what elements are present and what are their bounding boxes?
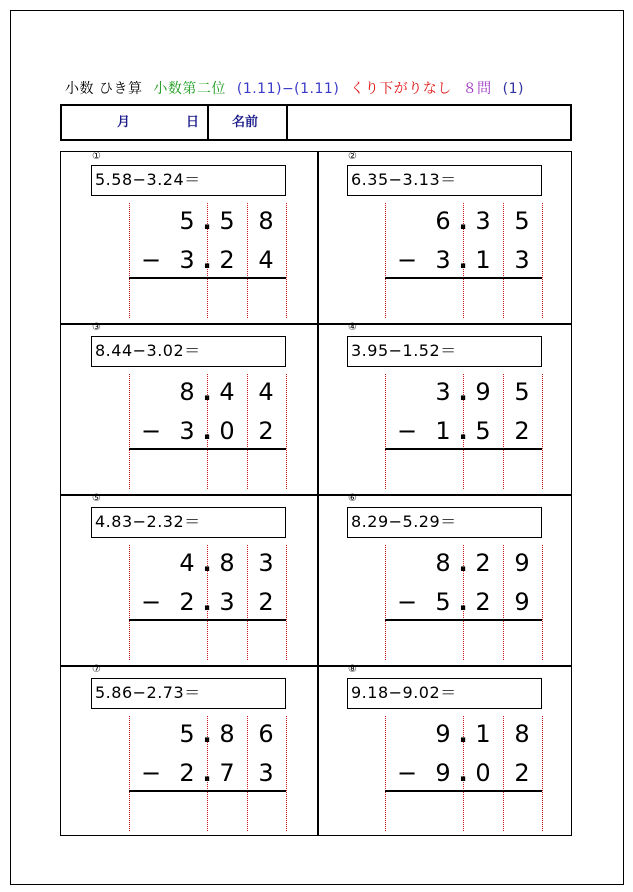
answer-line xyxy=(129,619,286,621)
name-date-table xyxy=(60,104,572,141)
table-divider xyxy=(286,106,288,139)
subtrahend-digit: 2 xyxy=(219,246,235,274)
subtrahend-digit: 9 xyxy=(435,759,451,787)
subtrahend-digit: 1 xyxy=(475,246,491,274)
title-condition: くり下がりなし xyxy=(350,81,452,97)
column-guide-line xyxy=(129,203,130,318)
decimal-point: . xyxy=(458,720,468,748)
minuend-digit: 3 xyxy=(435,378,451,406)
column-guide-line xyxy=(542,716,543,831)
subtrahend-digit: 3 xyxy=(219,588,235,616)
problem-expression: 5.86−2.73＝ xyxy=(91,678,286,709)
problem-number: ① xyxy=(92,151,101,162)
problem-number: ⑤ xyxy=(92,493,101,504)
decimal-point: . xyxy=(202,759,212,787)
subtrahend-digit: 2 xyxy=(179,588,195,616)
decimal-point: . xyxy=(202,207,212,235)
minus-sign: − xyxy=(396,759,418,787)
minuend-digit: 8 xyxy=(435,549,451,577)
problem-number: ⑧ xyxy=(348,664,357,675)
answer-line xyxy=(129,790,286,792)
subtrahend-digit: 4 xyxy=(258,246,274,274)
worksheet-title xyxy=(65,78,530,98)
minuend-digit: 5 xyxy=(219,207,235,235)
decimal-point: . xyxy=(458,246,468,274)
problem-cell xyxy=(61,323,317,494)
problem-cell xyxy=(61,665,317,836)
problem-number: ④ xyxy=(348,322,357,333)
decimal-point: . xyxy=(202,378,212,406)
problem-expression: 8.29−5.29＝ xyxy=(347,507,542,538)
problem-expression: 3.95−1.52＝ xyxy=(347,336,542,367)
subtrahend-digit: 2 xyxy=(514,417,530,445)
answer-line xyxy=(385,277,542,279)
minuend-digit: 5 xyxy=(514,207,530,235)
minuend-digit: 3 xyxy=(258,549,274,577)
subtrahend-digit: 1 xyxy=(435,417,451,445)
column-guide-line xyxy=(542,374,543,489)
subtrahend-digit: 2 xyxy=(258,588,274,616)
subtrahend-digit: 3 xyxy=(258,759,274,787)
subtrahend-digit: 2 xyxy=(475,588,491,616)
minus-sign: − xyxy=(140,246,162,274)
problem-cell xyxy=(61,494,317,665)
subtrahend-digit: 2 xyxy=(258,417,274,445)
answer-line xyxy=(385,790,542,792)
title-subject: 小数 ひき算 xyxy=(65,81,143,97)
problem-expression: 5.58−3.24＝ xyxy=(91,165,286,196)
minuend-digit: 9 xyxy=(475,378,491,406)
table-divider xyxy=(207,106,209,139)
minuend-digit: 8 xyxy=(514,720,530,748)
minuend-digit: 6 xyxy=(258,720,274,748)
answer-line xyxy=(385,448,542,450)
problem-expression: 6.35−3.13＝ xyxy=(347,165,542,196)
subtrahend-digit: 7 xyxy=(219,759,235,787)
minuend-digit: 1 xyxy=(475,720,491,748)
column-guide-line xyxy=(129,374,130,489)
minus-sign: − xyxy=(396,246,418,274)
minuend-digit: 5 xyxy=(179,207,195,235)
subtrahend-digit: 5 xyxy=(475,417,491,445)
minuend-digit: 8 xyxy=(219,720,235,748)
column-guide-line xyxy=(385,716,386,831)
problem-number: ③ xyxy=(92,322,101,333)
minus-sign: − xyxy=(396,417,418,445)
minuend-digit: 6 xyxy=(435,207,451,235)
problem-cell xyxy=(61,152,317,323)
subtrahend-digit: 3 xyxy=(514,246,530,274)
problem-expression: 8.44−3.02＝ xyxy=(91,336,286,367)
subtrahend-digit: 5 xyxy=(435,588,451,616)
decimal-point: . xyxy=(202,417,212,445)
minuend-digit: 2 xyxy=(475,549,491,577)
problem-cell xyxy=(317,152,573,323)
problem-expression: 4.83−2.32＝ xyxy=(91,507,286,538)
minus-sign: − xyxy=(140,588,162,616)
column-guide-line xyxy=(385,374,386,489)
subtrahend-digit: 2 xyxy=(179,759,195,787)
minuend-digit: 8 xyxy=(258,207,274,235)
subtrahend-digit: 0 xyxy=(219,417,235,445)
subtrahend-digit: 0 xyxy=(475,759,491,787)
subtrahend-digit: 9 xyxy=(514,588,530,616)
column-guide-line xyxy=(286,374,287,489)
minuend-digit: 9 xyxy=(435,720,451,748)
decimal-point: . xyxy=(202,588,212,616)
problem-number: ② xyxy=(348,151,357,162)
minuend-digit: 4 xyxy=(179,549,195,577)
title-level: 小数第二位 xyxy=(153,81,226,97)
problem-cell xyxy=(317,665,573,836)
month-label: 月 xyxy=(117,115,131,130)
decimal-point: . xyxy=(458,417,468,445)
column-guide-line xyxy=(286,716,287,831)
answer-line xyxy=(129,277,286,279)
minus-sign: − xyxy=(140,759,162,787)
day-label: 日 xyxy=(186,115,200,130)
title-pattern: (1.11)−(1.11) xyxy=(236,81,340,97)
column-guide-line xyxy=(542,545,543,660)
subtrahend-digit: 3 xyxy=(179,417,195,445)
column-guide-line xyxy=(286,545,287,660)
minuend-digit: 3 xyxy=(475,207,491,235)
column-guide-line xyxy=(385,545,386,660)
name-label: 名前 xyxy=(232,115,259,130)
answer-line xyxy=(129,448,286,450)
decimal-point: . xyxy=(458,588,468,616)
problem-expression: 9.18−9.02＝ xyxy=(347,678,542,709)
minuend-digit: 5 xyxy=(179,720,195,748)
minuend-digit: 8 xyxy=(219,549,235,577)
minuend-digit: 4 xyxy=(219,378,235,406)
subtrahend-digit: 3 xyxy=(179,246,195,274)
answer-line xyxy=(385,619,542,621)
subtrahend-digit: 2 xyxy=(514,759,530,787)
minus-sign: − xyxy=(140,417,162,445)
minuend-digit: 5 xyxy=(514,378,530,406)
title-count: ８問 xyxy=(462,81,492,97)
subtrahend-digit: 3 xyxy=(435,246,451,274)
decimal-point: . xyxy=(202,720,212,748)
column-guide-line xyxy=(385,203,386,318)
column-guide-line xyxy=(129,545,130,660)
minuend-digit: 9 xyxy=(514,549,530,577)
problem-number: ⑥ xyxy=(348,493,357,504)
problem-cell xyxy=(317,323,573,494)
decimal-point: . xyxy=(458,378,468,406)
decimal-point: . xyxy=(458,759,468,787)
title-sheet-number: (1) xyxy=(502,81,524,97)
problem-number: ⑦ xyxy=(92,664,101,675)
problem-grid xyxy=(60,151,572,836)
column-guide-line xyxy=(286,203,287,318)
problem-cell xyxy=(317,494,573,665)
minus-sign: − xyxy=(396,588,418,616)
minuend-digit: 4 xyxy=(258,378,274,406)
column-guide-line xyxy=(542,203,543,318)
column-guide-line xyxy=(129,716,130,831)
decimal-point: . xyxy=(458,549,468,577)
minuend-digit: 8 xyxy=(179,378,195,406)
decimal-point: . xyxy=(202,246,212,274)
decimal-point: . xyxy=(458,207,468,235)
decimal-point: . xyxy=(202,549,212,577)
